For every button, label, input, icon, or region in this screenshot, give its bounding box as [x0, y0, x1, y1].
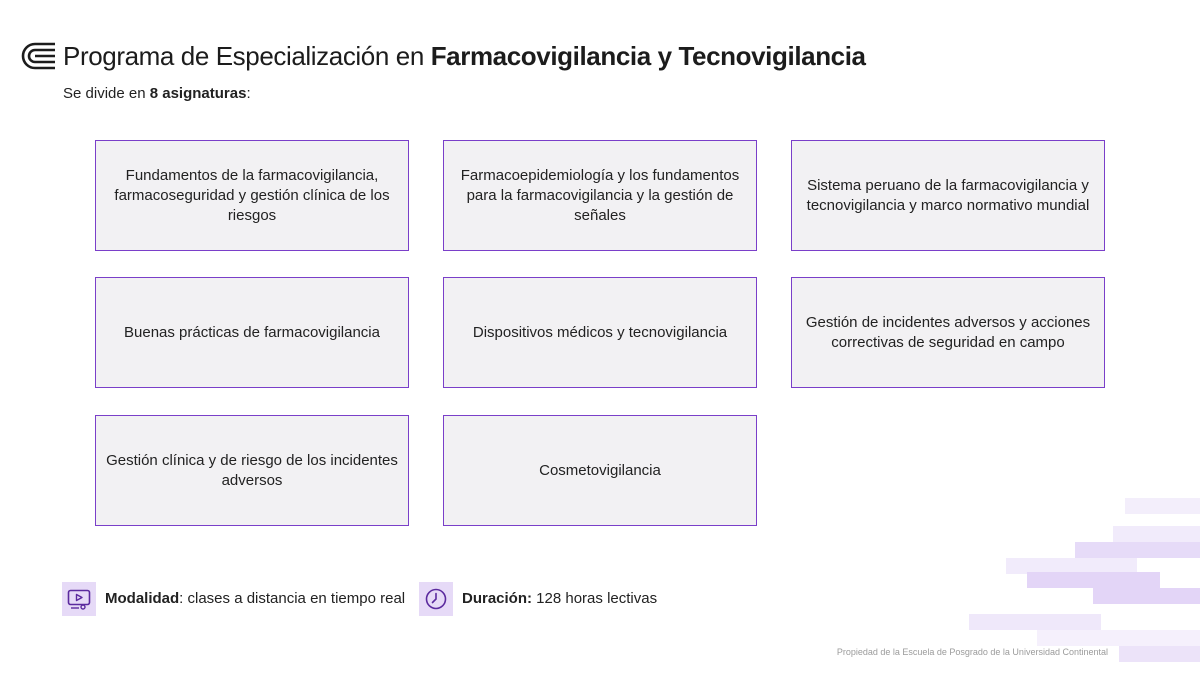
subtitle: [63, 84, 251, 104]
subtitle-prefix: Se divide en: [63, 85, 150, 102]
video-class-icon: [62, 582, 96, 616]
course-card: [443, 277, 757, 388]
title-regular: Programa de Especialización en: [63, 41, 431, 71]
course-title: Gestión clínica y de riesgo de los incidentes adversos: [106, 451, 398, 489]
duration-value: 128 horas lectivas: [532, 590, 658, 607]
subtitle-count: 8 asignaturas: [149, 85, 247, 102]
clock-icon: [419, 582, 453, 616]
decorative-stripe: [1093, 588, 1200, 604]
decorative-stripe: [1113, 526, 1200, 542]
course-card: [443, 415, 757, 526]
decorative-stripe: [1037, 630, 1200, 646]
course-card: [791, 140, 1105, 251]
decorative-stripe: [969, 614, 1101, 630]
decorative-stripe: [1125, 498, 1200, 514]
university-logo-icon: [21, 42, 57, 70]
course-title: Gestión de incidentes adversos y acciones correctivas de seguridad en campo: [805, 313, 1091, 351]
course-card: [95, 140, 409, 251]
course-title: Cosmetovigilancia: [539, 461, 661, 479]
course-title: Fundamentos de la farmacovigilancia, farmacoseguridad y gestión clínica de los riesgos: [114, 166, 390, 224]
modality-label: Modalidad: [105, 590, 180, 607]
title-bold: Farmacovigilancia y Tecnovigilancia: [430, 41, 866, 71]
page-title: [63, 38, 866, 74]
decorative-stripe: [1027, 572, 1160, 588]
modality-text: [105, 589, 405, 609]
decorative-stripe: [1119, 646, 1200, 662]
modality-value: : clases a distancia en tiempo real: [179, 590, 406, 607]
duration-label: Duración:: [462, 590, 533, 607]
course-title: Buenas prácticas de farmacovigilancia: [124, 323, 380, 341]
duration-text: [462, 589, 657, 609]
decorative-stripe: [1075, 542, 1200, 558]
course-title: Sistema peruano de la farmacovigilancia y tecnovigilancia y marco normativo mundial: [806, 176, 1090, 214]
course-title: Dispositivos médicos y tecnovigilancia: [472, 323, 728, 341]
course-title: Farmacoepidemiología y los fundamentos para la farmacovigilancia y la gestión de señales: [460, 166, 740, 224]
course-card: [791, 277, 1105, 388]
footer-copyright: Propiedad de la Escuela de Posgrado de la Universidad Continental: [836, 647, 1108, 657]
course-card: [95, 415, 409, 526]
course-card: [443, 140, 757, 251]
course-card: [95, 277, 409, 388]
subtitle-suffix: :: [246, 85, 251, 102]
